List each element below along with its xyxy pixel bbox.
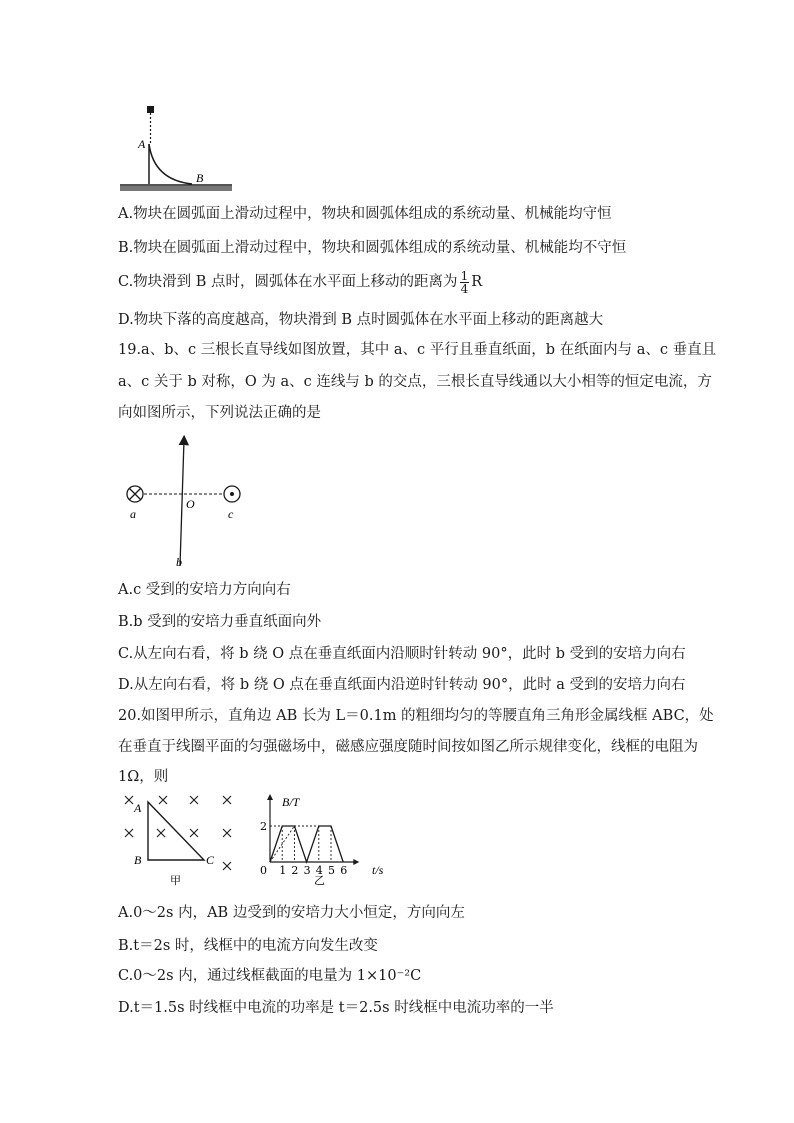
label-a: A bbox=[134, 801, 142, 815]
q19-option-d: D.从左向右看，将 b 绕 O 点在垂直纸面内沿逆时针转动 90°，此时 a 受到的安培力向右 bbox=[118, 677, 686, 693]
q19-option-c: C.从左向右看，将 b 绕 O 点在垂直纸面内沿顺时针转动 90°，此时 b 受到的安培力向右 bbox=[118, 646, 686, 662]
fraction bbox=[460, 270, 470, 295]
b-t-series-line bbox=[270, 826, 343, 862]
q20-figure-jia bbox=[118, 792, 248, 888]
x-tick-label: 4 bbox=[315, 864, 323, 877]
q18-option-c-text: C.物块滑到 B 点时，圆弧体在水平面上移动的距离为 bbox=[118, 274, 458, 290]
x-axis-arrow bbox=[353, 859, 359, 865]
arc-surface bbox=[149, 144, 192, 184]
origin-label: 0 bbox=[260, 864, 267, 877]
label-c: C bbox=[206, 853, 215, 867]
q20-figure-yi bbox=[256, 792, 396, 888]
q20-option-b: B.t＝2s 时，线框中的电流方向发生改变 bbox=[118, 938, 378, 954]
fraction-numerator: 1 bbox=[460, 268, 469, 283]
wire-b bbox=[180, 440, 184, 566]
ground-hatch bbox=[120, 186, 232, 191]
q20-option-c: C.0～2s 内，通过线框截面的电量为 1×10⁻²C bbox=[118, 968, 422, 984]
q19-option-b: B.b 受到的安培力垂直纸面向外 bbox=[118, 614, 322, 630]
y-tick-label: 2 bbox=[260, 820, 267, 833]
x-tick-label: 1 bbox=[279, 864, 287, 877]
q20-option-d: D.t＝1.5s 时线框中电流的功率是 t＝2.5s 时线框中电流功率的一半 bbox=[118, 1000, 554, 1016]
wire-c-out-of-page-icon bbox=[224, 486, 240, 502]
wire-a-into-page-icon bbox=[127, 486, 143, 502]
fraction-denominator: 4 bbox=[460, 281, 469, 296]
x-tick-label: 6 bbox=[340, 864, 348, 877]
q20-option-a: A.0～2s 内，AB 边受到的安培力大小恒定，方向向左 bbox=[118, 905, 465, 921]
q20-stem-1: 20.如图甲所示，直角边 AB 长为 L＝0.1m 的粗细均匀的等腰直角三角形金属线框 ABC，处 bbox=[118, 708, 714, 724]
q18-figure bbox=[118, 100, 238, 196]
q18-option-a: A.物块在圆弧面上滑动过程中，物块和圆弧体组成的系统动量、机械能均守恒 bbox=[118, 206, 612, 222]
q19-stem-1: 19.a、b、c 三根长直导线如图放置，其中 a、c 平行且垂直纸面，b 在纸面内与 a、c 垂直且 bbox=[118, 342, 717, 358]
label-b: b bbox=[176, 555, 182, 569]
q20-stem-2: 在垂直于线圈平面的匀强磁场中，磁感应强度随时间按如图乙所示规律变化，线框的电阻为 bbox=[118, 739, 698, 755]
q19-figure bbox=[118, 432, 258, 572]
x-axis-label: t/s bbox=[372, 863, 384, 877]
label-b: B bbox=[134, 853, 142, 867]
caption-jia: 甲 bbox=[170, 874, 181, 887]
label-a: a bbox=[130, 507, 136, 521]
label-c: c bbox=[228, 507, 234, 521]
x-tick-label: 5 bbox=[328, 864, 335, 877]
caption-yi: 乙 bbox=[314, 874, 325, 887]
q18-option-c bbox=[118, 268, 482, 296]
point-b-label: B bbox=[196, 171, 204, 185]
q19-stem-3: 向如图所示，下列说法正确的是 bbox=[118, 405, 321, 421]
y-axis-label: B/T bbox=[282, 795, 300, 809]
x-tick-label: 2 bbox=[291, 864, 299, 877]
label-o: O bbox=[186, 497, 195, 511]
q18-option-d: D.物块下落的高度越高，物块滑到 B 点时圆弧体在水平面上移动的距离越大 bbox=[118, 312, 604, 328]
q18-option-b: B.物块在圆弧面上滑动过程中，物块和圆弧体组成的系统动量、机械能均不守恒 bbox=[118, 240, 627, 256]
block bbox=[147, 106, 154, 113]
q19-stem-2: a、c 关于 b 对称，O 为 a、c 连线与 b 的交点，三根长直导线通以大小相等的恒定电流，方 bbox=[118, 374, 712, 390]
x-tick-label: 3 bbox=[303, 864, 311, 877]
q19-option-a: A.c 受到的安培力方向向右 bbox=[118, 582, 291, 598]
y-axis-arrow bbox=[267, 794, 273, 800]
q18-option-c-unit: R bbox=[471, 274, 483, 290]
point-a-label: A bbox=[138, 137, 146, 151]
q20-stem-3: 1Ω，则 bbox=[118, 769, 169, 785]
